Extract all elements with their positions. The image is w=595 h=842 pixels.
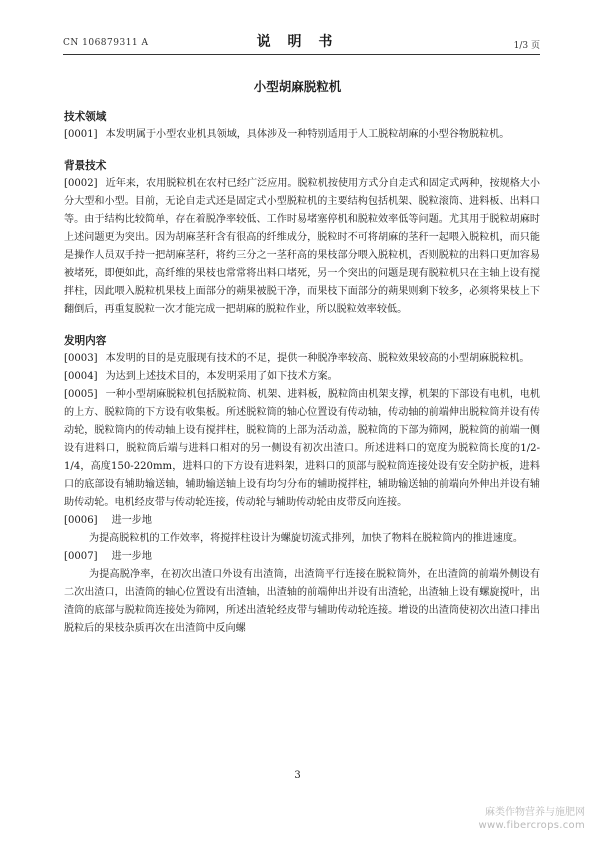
paragraph-text: 一种小型胡麻脱粒机包括脱粒筒、机架、进料板，脱粒筒由机架支撑，机架的下部设有电机，电机的上方、脱粒筒的下方设有收集板。所述脱粒筒的轴心位置设有传动轴，传动轴的前端伸出脱粒筒并设有传动轮，脱粒筒内的传动轴上设有搅拌柱，脱粒筒的上部为活动盖，脱粒筒的下部为筛网，脱粒筒的前端一侧设有进料口，脱粒筒后端与进料口相对的另一侧设有初次出渣口。所述进料口的宽度为脱粒筒长度的1/2-1/4，高度150-220mm，进料口的下方设有进料架，进料口的顶部与脱粒筒连接处设有安全防护板，进料口的底部设有辅助输送轴，辅助输送轴上设有均匀分布的辅助搅拌柱，辅助输送轴的前端向外伸出并设有辅助传动轮。电机经皮带与传动轮连接，传动轮与辅助传动轮由皮带反向连接。 bbox=[64, 389, 540, 508]
paragraph-number: [0006] bbox=[64, 515, 98, 526]
paragraph-number: [0007] bbox=[64, 551, 98, 562]
paragraph bbox=[64, 350, 540, 368]
section-heading: 技术领域 bbox=[64, 111, 107, 123]
paragraph-text: 本发明的目的是克服现有技术的不足，提供一种脱净率较高、脱粒效果较高的小型胡麻脱粒机。 bbox=[105, 353, 530, 364]
paragraph bbox=[64, 175, 540, 319]
paragraph-text: 进一步地 bbox=[111, 551, 152, 562]
paragraph-text: 为提高脱粒机的工作效率，将搅拌柱设计为螺旋切流式排列，加快了物料在脱粒筒内的推进速度。 bbox=[89, 533, 524, 544]
paragraph-number: [0005] bbox=[64, 389, 98, 400]
paragraph bbox=[64, 126, 540, 144]
paragraph bbox=[64, 368, 540, 386]
watermark-site-name: 麻类作物营养与施肥网 bbox=[485, 807, 585, 818]
section-heading: 发明内容 bbox=[64, 335, 107, 347]
paragraph-number: [0003] bbox=[64, 353, 98, 364]
watermark bbox=[479, 806, 586, 832]
paragraph bbox=[64, 512, 540, 530]
paragraph-text: 近年来，农用脱粒机在农村已经广泛应用。脱粒机按使用方式分自走式和固定式两种，按规格大小分大型和小型。目前，无论自走式还是固定式小型脱粒机的主要结构包括机架、脱粒滚筒、进料板、出料口等。由于结构比较简单，存在着脱净率较低、工作时易堵塞停机和脱粒效率低等问题。尤其用于脱粒胡麻时上述问题更为突出。因为胡麻茎秆含有很高的纤维成分，脱粒时不可将胡麻的茎秆一起喂入脱粒机，而只能是操作人员双手持一把胡麻茎秆，将约三分之一茎秆高的果枝部分喂入脱粒机，否则脱粒的出料口更加容易被堵死，即便如此，高纤维的果枝也常常将出料口堵死，另一个突出的问题是现有脱粒机只在主轴上设有搅拌柱，因此喂入脱粒机果枝上面部分的蒴果被脱干净，而果枝下面部分的蒴果则剩下较多，必须将果枝上下翻倒后，再重复脱粒一次才能完成一把胡麻的脱粒作业，所以脱粒效率较低。 bbox=[64, 178, 540, 315]
paragraph bbox=[64, 530, 540, 548]
watermark-url: www.fibercrops.com bbox=[478, 820, 585, 831]
document-body bbox=[64, 108, 540, 638]
paragraph-text: 本发明属于小型农业机具领域，具体涉及一种特别适用于人工脱粒胡麻的小型谷物脱粒机。 bbox=[105, 129, 510, 140]
section-heading: 背景技术 bbox=[64, 160, 107, 172]
paragraph bbox=[64, 386, 540, 512]
paragraph-number: [0004] bbox=[64, 371, 98, 382]
document-type-heading: 说 明 书 bbox=[256, 34, 339, 50]
invention-title: 小型胡麻脱粒机 bbox=[253, 79, 342, 94]
paragraph-text: 为达到上述技术目的，本发明采用了如下技术方案。 bbox=[105, 371, 338, 382]
header-divider bbox=[63, 54, 540, 55]
paragraph bbox=[64, 548, 540, 566]
paragraph bbox=[64, 566, 540, 638]
page-number: 3 bbox=[294, 770, 301, 781]
paragraph-number: [0001] bbox=[64, 129, 98, 140]
paragraph-number: [0002] bbox=[64, 178, 98, 189]
page-indicator: 1/3 页 bbox=[513, 41, 540, 51]
paragraph-text: 进一步地 bbox=[111, 515, 152, 526]
patent-number: CN 106879311 A bbox=[63, 38, 149, 48]
paragraph-text: 为提高脱净率，在初次出渣口外设有出渣筒，出渣筒平行连接在脱粒筒外，在出渣筒的前端外侧设有二次出渣口，出渣筒的轴心位置设有出渣轴，出渣轴的前端伸出并设有出渣轮，出渣轴上设有螺旋搅叶，出渣筒的底部与脱粒筒连接处为筛网，所述出渣轮经皮带与辅助传动轮连接。增设的出渣筒使初次出渣口排出脱粒后的果枝杂质再次在出渣筒中反向螺 bbox=[64, 569, 540, 634]
